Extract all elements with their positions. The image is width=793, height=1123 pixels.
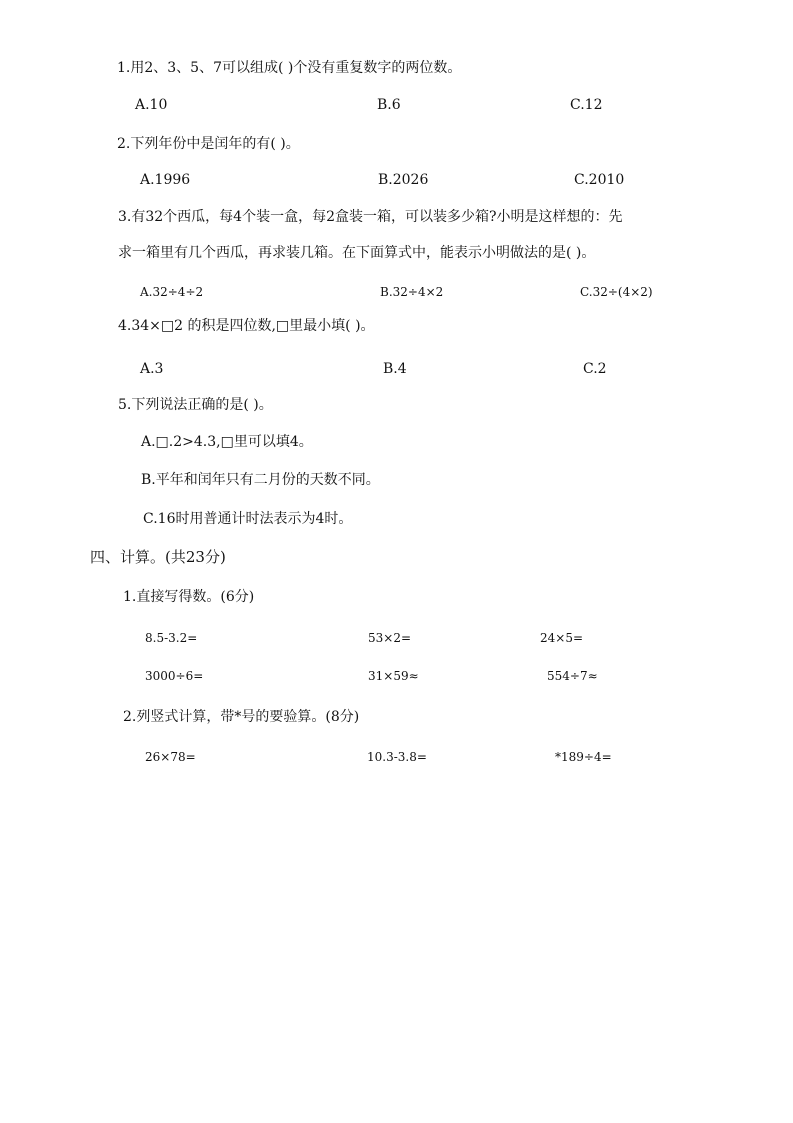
question-1-stem: 1.用2、3、5、7可以组成( )个没有重复数字的两位数。 [117, 60, 462, 76]
question-5-option-c: C.16时用普通计时法表示为4时。 [143, 511, 353, 527]
question-3-option-b: B.32÷4×2 [380, 285, 444, 299]
calc-item-3: 24×5= [540, 631, 584, 645]
question-4-option-b: B.4 [383, 361, 407, 377]
section-4-part-2-title: 2.列竖式计算，带*号的要验算。(8分) [123, 709, 360, 725]
question-5-option-b: B.平年和闰年只有二月份的天数不同。 [141, 472, 380, 488]
question-4-option-c: C.2 [583, 361, 607, 377]
question-1-option-b: B.6 [377, 97, 401, 113]
question-5-option-a: A.□.2>4.3,□里可以填4。 [141, 434, 313, 450]
question-3-stem-line-1: 3.有32个西瓜，每4个装一盒，每2盒装一箱，可以装多少箱?小明是这样想的：先 [118, 209, 623, 225]
vertical-calc-item-2: 10.3-3.8= [367, 750, 427, 764]
section-4-title: 四、计算。(共23分) [90, 548, 226, 566]
question-1-option-c: C.12 [570, 97, 603, 113]
question-3-option-a: A.32÷4÷2 [140, 285, 204, 299]
question-4-option-a: A.3 [140, 361, 164, 377]
question-2-stem: 2.下列年份中是闰年的有( )。 [117, 136, 300, 152]
calc-item-1: 8.5-3.2= [145, 631, 198, 645]
question-2-option-c: C.2010 [574, 172, 625, 188]
calc-item-4: 3000÷6= [145, 669, 204, 683]
question-3-stem-line-2: 求一箱里有几个西瓜，再求装几箱。在下面算式中，能表示小明做法的是( )。 [118, 245, 596, 261]
vertical-calc-item-3: *189÷4= [555, 750, 612, 764]
calc-item-6: 554÷7≈ [547, 669, 598, 683]
question-2-option-b: B.2026 [378, 172, 429, 188]
calc-item-5: 31×59≈ [368, 669, 419, 683]
question-1-option-a: A.10 [135, 97, 168, 113]
question-4-stem: 4.34×□2 的积是四位数,□里最小填( )。 [118, 318, 375, 334]
question-2-option-a: A.1996 [140, 172, 191, 188]
section-4-part-1-title: 1.直接写得数。(6分) [123, 589, 255, 605]
vertical-calc-item-1: 26×78= [145, 750, 196, 764]
calc-item-2: 53×2= [368, 631, 412, 645]
question-3-option-c: C.32÷(4×2) [580, 285, 653, 299]
question-5-stem: 5.下列说法正确的是( )。 [118, 397, 273, 413]
